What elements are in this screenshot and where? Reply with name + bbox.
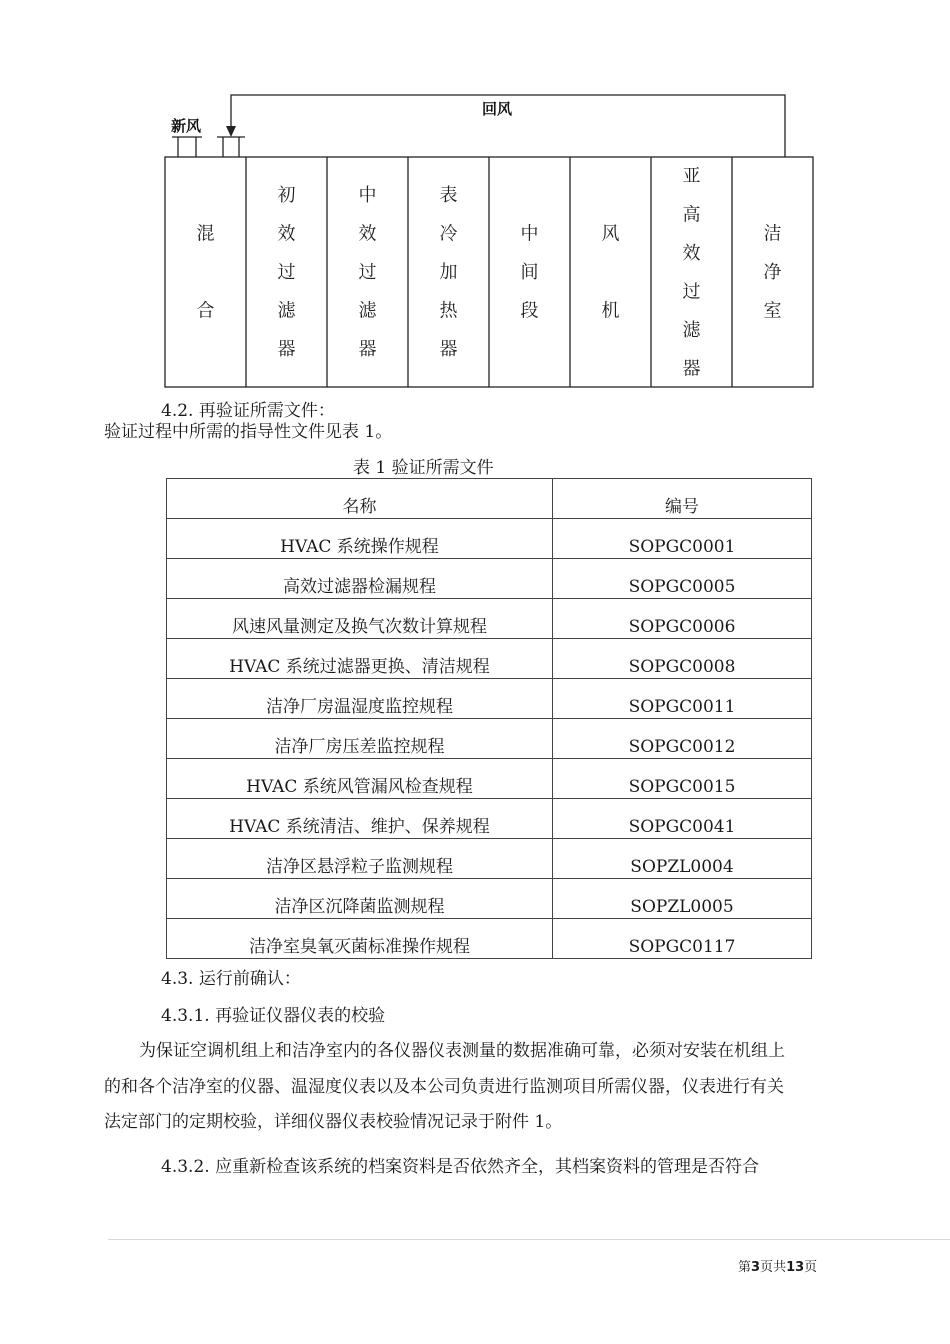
diagram-box-label: 风机	[601, 223, 620, 322]
footer-divider	[108, 1239, 950, 1240]
table-row	[167, 839, 812, 879]
section-4-2-heading: 4.2. 再验证所需文件：	[161, 401, 335, 421]
document-name-cell: 洁净区沉降菌监测规程	[167, 879, 553, 919]
return-air-arrow	[226, 126, 236, 137]
section-4-3-heading: 4.3. 运行前确认：	[161, 969, 301, 989]
document-name-cell: 洁净厂房温湿度监控规程	[167, 679, 553, 719]
footer-page-number: 3	[751, 1260, 761, 1275]
diagram-box-label: 洁净室	[763, 223, 782, 322]
diagram-box-label: 中效过滤器	[358, 185, 377, 360]
header-code: 编号	[553, 479, 812, 519]
paragraph-line: 为保证空调机组上和洁净室内的各仪器仪表测量的数据准确可靠，必须对安装在机组上	[139, 1041, 785, 1061]
document-name-cell: HVAC 系统过滤器更换、清洁规程	[167, 639, 553, 679]
paragraph-line: 法定部门的定期校验，详细仪器仪表校验情况记录于附件 1。	[104, 1112, 563, 1132]
document-name-cell: HVAC 系统操作规程	[167, 519, 553, 559]
table-caption: 表 1 验证所需文件	[353, 458, 494, 478]
section-4-3-1-heading: 4.3.1. 再验证仪器仪表的校验	[161, 1006, 386, 1026]
document-code-cell: SOPGC0011	[553, 679, 812, 719]
document-code-cell: SOPZL0004	[553, 839, 812, 879]
footer-prefix: 第	[738, 1260, 752, 1275]
table-row	[167, 599, 812, 639]
document-name-cell: HVAC 系统风管漏风检查规程	[167, 759, 553, 799]
header-name: 名称	[167, 479, 553, 519]
table-row	[167, 719, 812, 759]
table-row	[167, 679, 812, 719]
section-4-2-intro: 验证过程中所需的指导性文件见表 1。	[104, 422, 393, 442]
footer-total-pages: 13	[786, 1260, 805, 1275]
document-code-cell: SOPGC0012	[553, 719, 812, 759]
footer-suffix: 页	[804, 1260, 818, 1275]
documents-table	[166, 478, 812, 959]
table-row	[167, 799, 812, 839]
table-header-row	[167, 479, 812, 519]
hvac-flow-diagram	[0, 0, 950, 400]
document-name-cell: 洁净厂房压差监控规程	[167, 719, 553, 759]
table-row	[167, 879, 812, 919]
document-code-cell: SOPGC0005	[553, 559, 812, 599]
document-code-cell: SOPGC0041	[553, 799, 812, 839]
diagram-box-label: 混合	[196, 223, 215, 322]
page-footer	[738, 1256, 817, 1275]
footer-middle: 页共	[760, 1260, 787, 1275]
diagram-box-label: 中间段	[520, 223, 539, 322]
section-4-3-2-line: 4.3.2. 应重新检查该系统的档案资料是否依然齐全，其档案资料的管理是否符合	[161, 1157, 760, 1177]
diagram-box-label: 初效过滤器	[277, 185, 296, 360]
return-air-label: 回风	[482, 100, 513, 118]
document-code-cell: SOPGC0015	[553, 759, 812, 799]
diagram-box-label: 表冷加热器	[439, 185, 458, 360]
document-code-cell: SOPGC0008	[553, 639, 812, 679]
document-name-cell: 洁净室臭氧灭菌标准操作规程	[167, 919, 553, 959]
document-code-cell: SOPZL0005	[553, 879, 812, 919]
document-code-cell: SOPGC0117	[553, 919, 812, 959]
document-code-cell: SOPGC0001	[553, 519, 812, 559]
paragraph-line: 的和各个洁净室的仪器、温湿度仪表以及本公司负责进行监测项目所需仪器，仪表进行有关	[104, 1077, 784, 1097]
table-row	[167, 639, 812, 679]
table-row	[167, 759, 812, 799]
table-row	[167, 519, 812, 559]
document-name-cell: 洁净区悬浮粒子监测规程	[167, 839, 553, 879]
document-name-cell: 风速风量测定及换气次数计算规程	[167, 599, 553, 639]
document-name-cell: 高效过滤器检漏规程	[167, 559, 553, 599]
diagram-box-label: 亚高效过滤器	[682, 165, 701, 380]
fresh-air-label: 新风	[171, 117, 202, 135]
document-code-cell: SOPGC0006	[553, 599, 812, 639]
table-row	[167, 919, 812, 959]
table-row	[167, 559, 812, 599]
document-name-cell: HVAC 系统清洁、维护、保养规程	[167, 799, 553, 839]
